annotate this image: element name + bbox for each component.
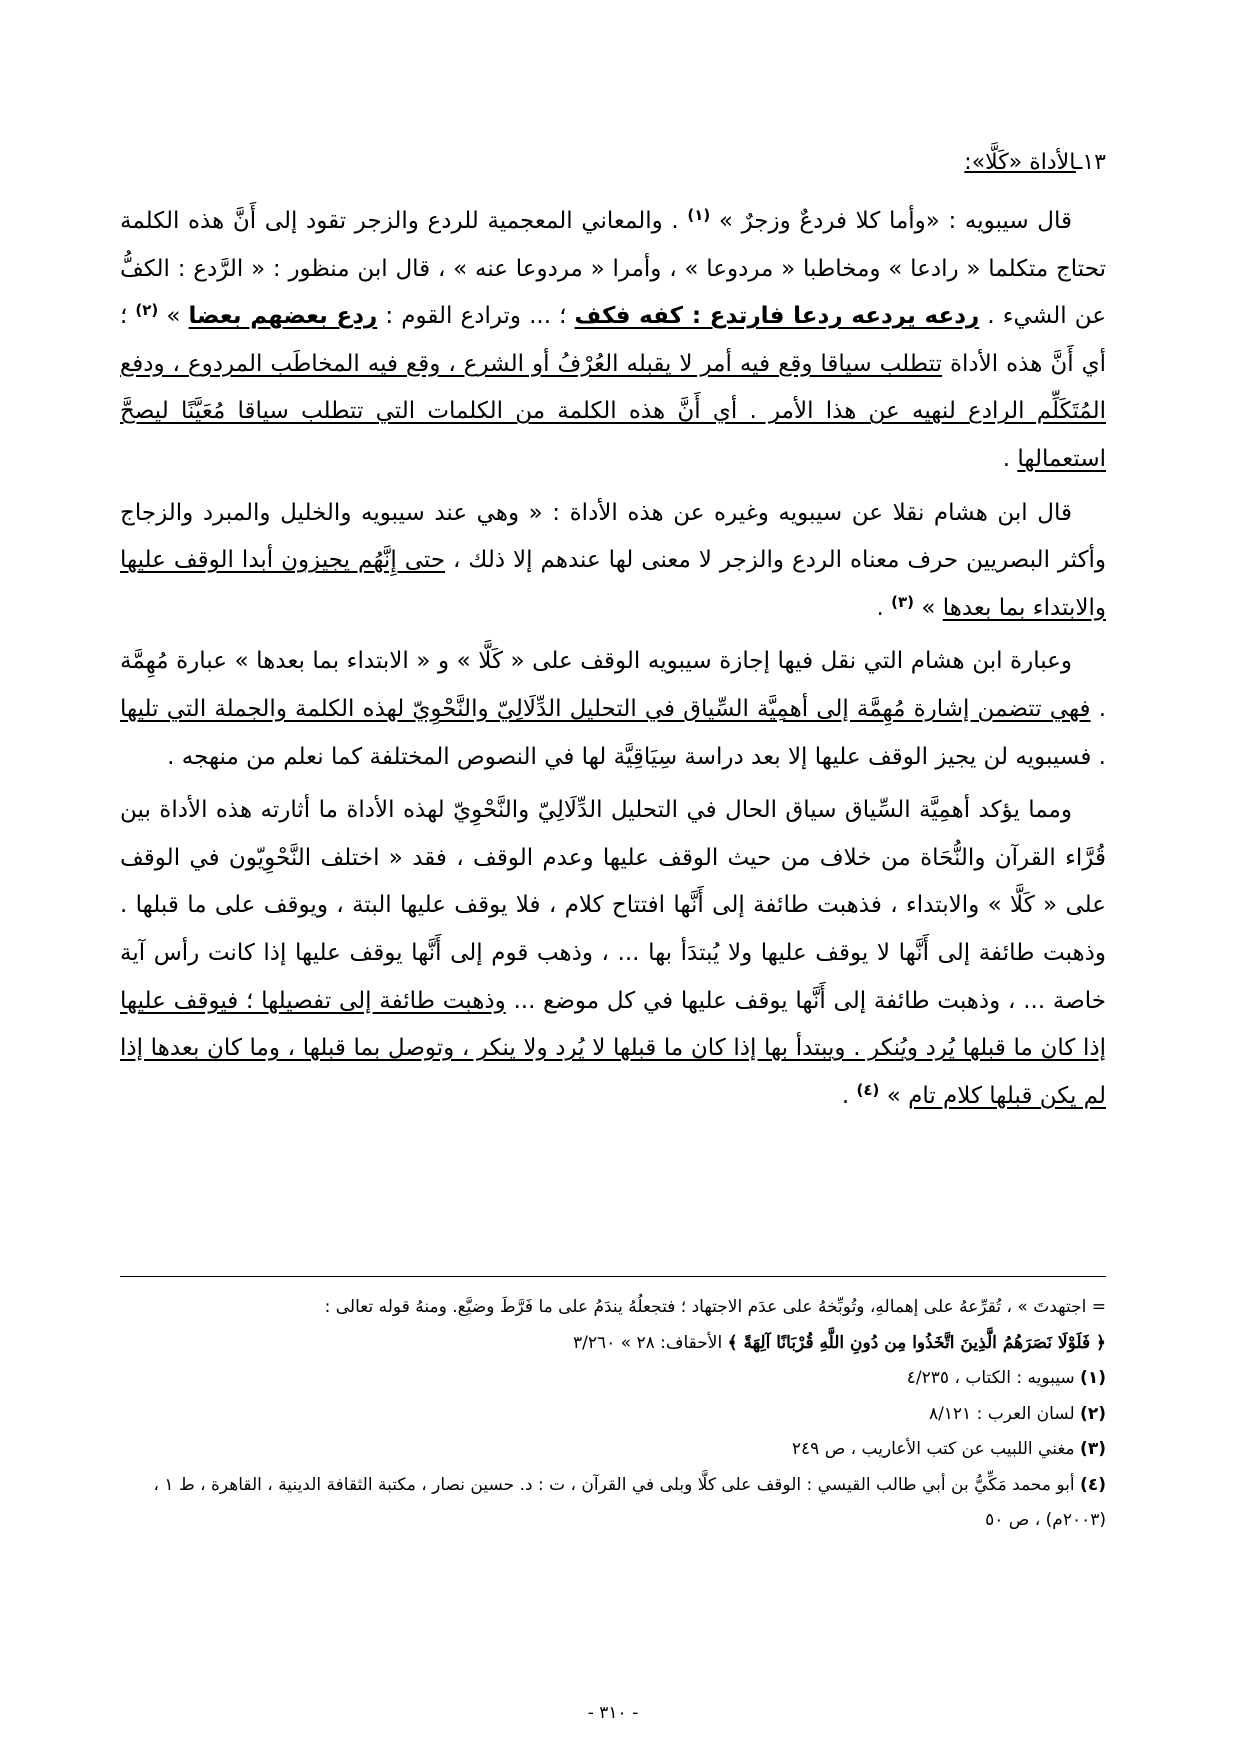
footnote-item [120,1361,1106,1397]
text-segment: حتى إِنَّهُم يجيزون أبدا الوقف عليها والابتداء بما بعدها [120,547,1106,621]
text-segment: ردعه يردعه ردعا فارتدع : كفه فكف [574,303,980,330]
footnote-number: (٣) [1080,1439,1106,1459]
footnote-number: (٤) [1080,1474,1106,1495]
footnote-item [120,1397,1106,1433]
section-number: ١٣ـ [1075,150,1106,175]
text-segment: وذهبت طائفة إلى تفصيلها ؛ فيوقف عليها إذا كان ما قبلها يُرد ويُنكر . ويبتدأ بها إذا كان ما قبلها لا يُرد ولا ينكر ، وتوصل بما قبلها ، وما كان بعدها إذا لم يكن قبلها كلام تام [120,987,1106,1109]
footnote-text: لسان العرب : ٨/١٢١ [928,1403,1075,1424]
footnote-ref: (٢) [135,301,159,320]
footnote-separator [120,1276,1106,1277]
footnote-text: أبو محمد مَكِّيُّ بن أبي طالب القيسي : الوقف على كلَّا وبلى في القرآن ، ت : د. حسين نصار ، مكتبة الثقافة الدينية ، القاهرة ، ط ١ ، (٢٠٠٣م) ، ص ٥٠ [153,1474,1106,1530]
text-segment: ومما يؤكد أهمِيَّة السِّياق سياق الحال في التحليل الدِّلَالِيّ والنَّحْوِيّ لهذه الأداة ما أثارته هذه الأداة بين قُرَّاء القرآن والنُّحَاة من خلاف من حيث الوقف عليها وعدم الوقف ، فقد « اختلف النَّحْوِيّون في الوقف على « كَلَّا » والابتداء ، فذهبت طائفة إلى أَنَّها افتتاح كلام ، فلا يوقف عليها البتة ، ويوقف على ما قبلها . وذهبت طائفة إلى أَنَّها لا يوقف عليها ولا يُبتدَأ بها ... ، وذهب قوم إلى أَنَّها يوقف عليها إذا كانت رأس آية خاصة ... ، وذهبت طائفة إلى أَنَّها يوقف عليها في كل موضع ... [120,797,1106,1014]
footnote-ref: (٣) [891,592,915,611]
text-segment: قال سيبويه : «وأما كلا فردعٌ وزجرٌ » [710,208,1072,234]
footnote-item [120,1432,1106,1468]
verse-reference: الأحقاف: ٢٨ » ٣/٢٦٠ [572,1332,723,1353]
paragraph [120,490,1106,633]
footnote-number: (١) [1080,1368,1106,1388]
text-segment: ؛ ... وترادع القوم : [377,303,575,330]
text-segment: » [914,594,943,621]
section-heading [964,150,1106,175]
text-segment: . فسيبويه لن يجيز الوقف عليها إلا بعد دراسة سِيَاقِيَّة لها في النصوص المختلفة كما نعلم من منهجه . [167,743,1106,770]
text-segment: . [876,594,892,621]
paragraph [120,198,1106,484]
footnote-verse-line [120,1326,1106,1362]
text-segment: ردع بعضهم بعضا [188,303,378,330]
footnote-text: مغني اللبيب عن كتب الأعاريب ، ص ٢٤٩ [791,1439,1075,1459]
footnote-text: سيبويه : الكتاب ، ٤/٢٣٥ [906,1368,1075,1388]
paragraph [120,787,1106,1120]
footnote-ref: (٤) [856,1080,880,1099]
section-title: الأداة «كَلَّا»: [964,150,1076,175]
text-segment: » [158,303,189,330]
text-segment: وعبارة ابن هشام التي نقل فيها إجازة سيبويه الوقف على « كَلَّا » و « الابتداء بما بعدها » عبارة مُهِمَّة . [120,648,1107,722]
quran-verse: ﴿ فَلَوْلَا نَصَرَهُمُ الَّذِينَ اتَّخَذُوا مِن دُونِ اللَّهِ قُرْبَانًا آلِهَةً ﴾ [727,1332,1106,1353]
document-page [120,0,1106,1754]
text-segment: . [841,1082,857,1109]
text-segment: . [1002,445,1018,472]
footnote-ref: (١) [687,206,711,224]
footnotes [120,1290,1106,1539]
page-number: - ٣١٠ - [587,1703,639,1723]
text-segment: قال ابن هشام نقلا عن سيبويه وغيره عن هذه الأداة : « وهي عند سيبويه والخليل والمبرد والزجاج وأكثر البصريين حرف معناه الردع والزجر لا معنى لها عندهم إلا ذلك ، [120,499,1107,574]
body-text [120,198,1106,1126]
text-segment: » [879,1082,909,1109]
footnote-number: (٢) [1080,1403,1106,1424]
text-segment: ؛ أي أَنَّ هذه الأداة [120,303,1106,377]
text-segment: فهي تتضمن إشارة مُهِمَّة إلى أهمِيَّة السِّياق في التحليل الدِّلَالِيّ والنَّحْوِيّ لهذه الكلمة والجملة التي تليها [120,695,1091,722]
footnote-item [120,1468,1106,1539]
text-segment: . والمعاني المعجمية للردع والزجر تقود إلى أَنَّ هذه الكلمة تحتاج متكلما « رادعا » ومخاطبا « مردوعا » ، وأمرا « مردوعا عنه » ، قال ابن منظور : « الرَّدع : الكفُّ عن الشيء . [120,208,1106,330]
footnote-continuation: = اجتهدتَ » ، تُقرِّعهُ على إهمالهِ، وتُوبِّخهُ على عدَم الاجتهاد ؛ فتجعلُهُ يندَمُ على ما فَرَّطَ وضيَّع. ومنهُ قوله تعالى : [324,1297,1106,1317]
footnote-list [120,1361,1106,1539]
text-segment: تتطلب سياقا وقع فيه أمر لا يقبله العُرْفُ أو الشرع ، وقع فيه المخاطَب المردوع ، ودفع المُتَكَلِّم الرادع لنهيه عن هذا الأمر . أي أَنَّ هذه الكلمة من الكلمات التي تتطلب سياقا مُعَيَّنًا ليصحَّ استعمالها [120,350,1106,472]
paragraph [120,638,1106,781]
